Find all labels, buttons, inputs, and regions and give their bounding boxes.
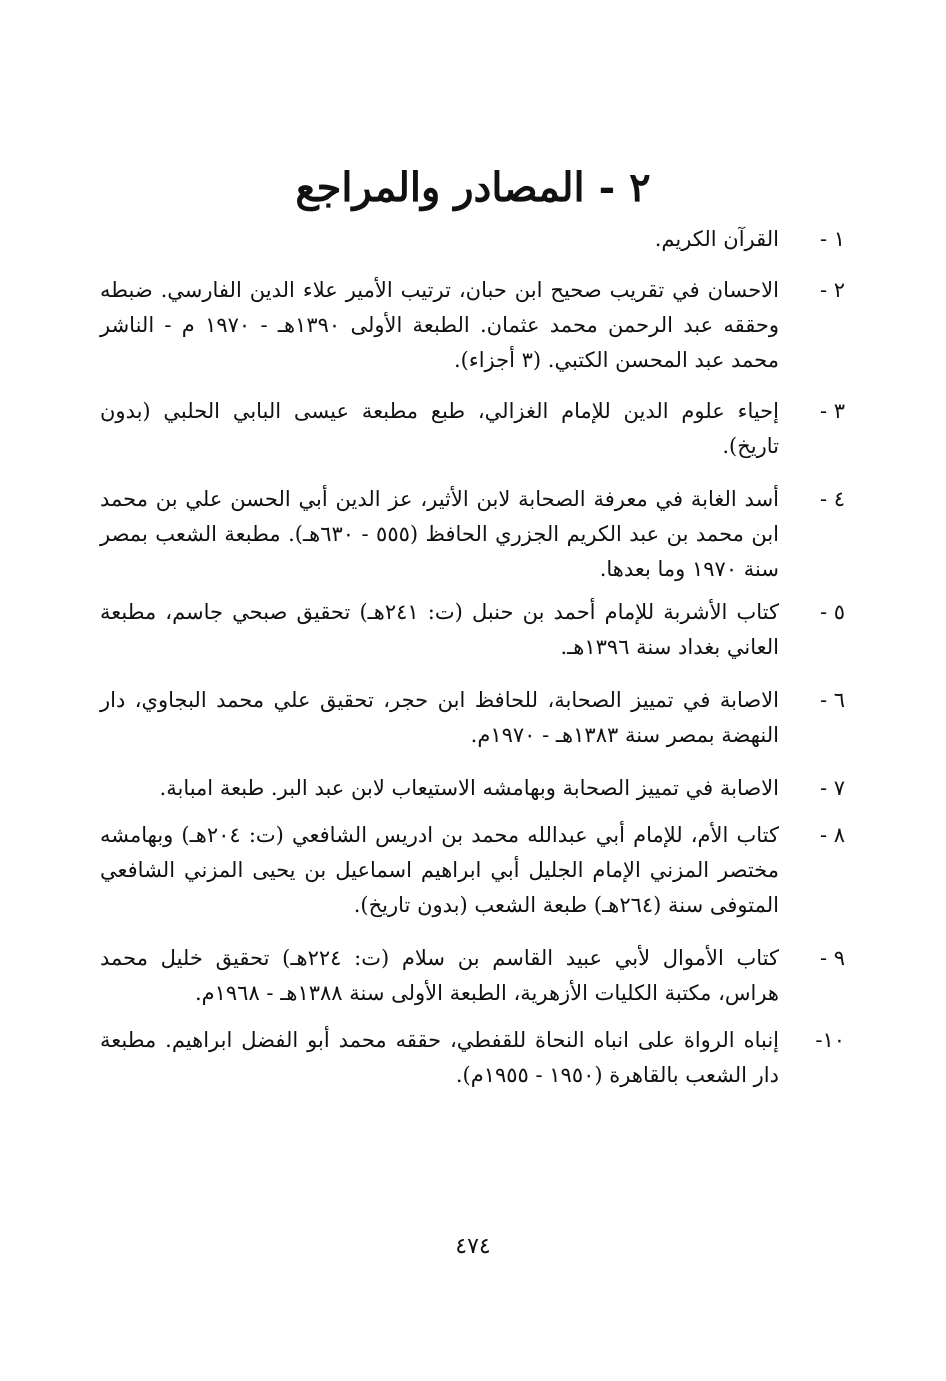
reference-item <box>100 595 845 665</box>
reference-item <box>100 222 845 257</box>
reference-text: كتاب الأشربة للإمام أحمد بن حنبل (ت: ٢٤١هـ) تحقيق صبحي جاسم، مطبعة العاني بغداد سنة ١٣٩٦هـ. <box>100 600 779 659</box>
reference-item <box>100 771 845 806</box>
reference-number: ٤ - <box>819 487 845 511</box>
reference-item <box>100 941 845 1011</box>
page-number: ٤٧٤ <box>455 1234 491 1259</box>
reference-text: الاحسان في تقريب صحيح ابن حبان، ترتيب الأمير علاء الدين الفارسي. ضبطه وحققه عبد الرحمن محمد عثمان. الطبعة الأولى ١٣٩٠هـ - ١٩٧٠ م - الناشر محمد عبد المحسن الكتبي. (٣ أجزاء). <box>100 278 779 372</box>
reference-number: ٧ - <box>819 776 845 800</box>
reference-item <box>100 394 845 464</box>
reference-text: إحياء علوم الدين للإمام الغزالي، طبع مطبعة عيسى البابي الحلبي (بدون تاريخ). <box>100 399 779 458</box>
reference-number: ٥ - <box>819 600 845 624</box>
reference-number: ٣ - <box>819 399 845 423</box>
reference-text: إنباه الرواة على انباه النحاة للقفطي، حققه محمد أبو الفضل ابراهيم. مطبعة دار الشعب بالقاهرة (١٩٥٠ - ١٩٥٥م). <box>100 1028 779 1087</box>
reference-text: الاصابة في تمييز الصحابة وبهامشه الاستيعاب لابن عبد البر. طبعة امبابة. <box>159 776 779 800</box>
reference-text: القرآن الكريم. <box>654 227 779 251</box>
reference-item <box>100 1023 845 1093</box>
reference-item <box>100 818 845 923</box>
reference-text: الاصابة في تمييز الصحابة، للحافظ ابن حجر، تحقيق علي محمد البجاوي، دار النهضة بمصر سنة ١٣٨٣هـ - ١٩٧٠م. <box>100 688 779 747</box>
reference-text: أسد الغابة في معرفة الصحابة لابن الأثير، عز الدين أبي الحسن علي بن محمد ابن محمد بن عبد الكريم الجزري الحافظ (٥٥٥ - ٦٣٠هـ). مطبعة الشعب بمصر سنة ١٩٧٠ وما بعدها. <box>100 487 780 581</box>
reference-list <box>100 222 845 1093</box>
reference-item <box>100 482 845 587</box>
reference-text: كتاب الأم، للإمام أبي عبدالله محمد بن ادريس الشافعي (ت: ٢٠٤هـ) وبهامشه مختصر المزني الإمام الجليل أبي ابراهيم اسماعيل بن يحيى المزني الشافعي المتوفى سنة (٢٦٤هـ) طبعة الشعب (بدون تاريخ). <box>100 823 779 917</box>
reference-number: ٢ - <box>819 278 845 302</box>
reference-number: ٩ - <box>819 946 845 970</box>
reference-number: ٦ - <box>819 688 845 712</box>
reference-number: ١٠- <box>815 1028 845 1052</box>
reference-item <box>100 683 845 753</box>
page-title: ٢ - المصادر والمراجع <box>295 164 651 211</box>
reference-number: ٨ - <box>819 823 845 847</box>
reference-item <box>100 273 845 378</box>
reference-number: ١ - <box>819 227 845 251</box>
reference-text: كتاب الأموال لأبي عبيد القاسم بن سلام (ت: ٢٢٤هـ) تحقيق خليل محمد هراس، مكتبة الكليات الأزهرية، الطبعة الأولى سنة ١٣٨٨هـ - ١٩٦٨م. <box>100 946 779 1005</box>
